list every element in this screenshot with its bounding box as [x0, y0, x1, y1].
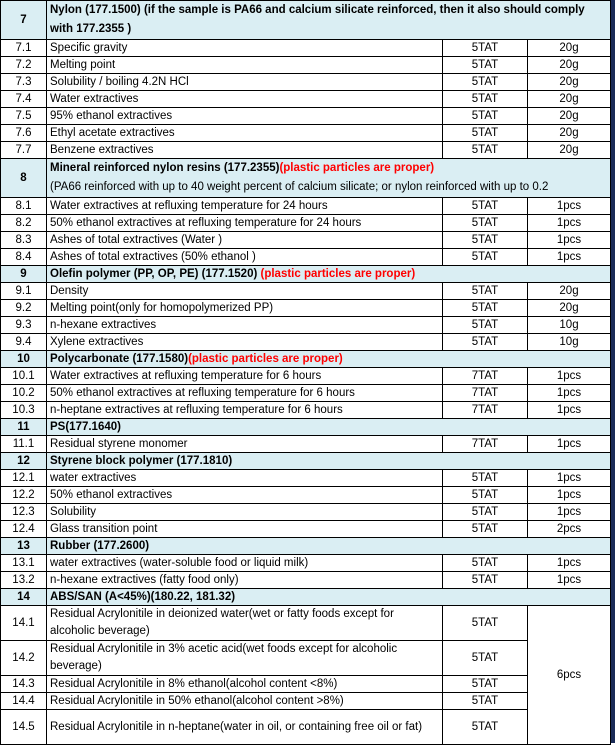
item-quantity: 20g — [528, 108, 611, 125]
item-description: water extractives — [47, 470, 443, 487]
item-row — [1, 74, 611, 91]
item-turnaround: 5TAT — [443, 641, 528, 676]
item-quantity: 20g — [528, 300, 611, 317]
item-row — [1, 232, 611, 249]
item-turnaround: 5TAT — [443, 521, 528, 538]
item-number: 14.3 — [1, 676, 47, 693]
section-row — [1, 589, 611, 606]
item-number: 8.1 — [1, 198, 47, 215]
item-turnaround: 5TAT — [443, 693, 528, 710]
item-row — [1, 91, 611, 108]
item-quantity: 20g — [528, 74, 611, 91]
item-quantity: 1pcs — [528, 504, 611, 521]
item-number: 7.6 — [1, 125, 47, 142]
section-number: 8 — [1, 159, 47, 198]
item-number: 12.1 — [1, 470, 47, 487]
item-quantity: 1pcs — [528, 572, 611, 589]
item-row — [1, 676, 611, 693]
item-number: 10.1 — [1, 368, 47, 385]
item-quantity: 1pcs — [528, 436, 611, 453]
item-turnaround: 5TAT — [443, 232, 528, 249]
item-row — [1, 504, 611, 521]
item-row — [1, 385, 611, 402]
item-turnaround: 5TAT — [443, 215, 528, 232]
item-quantity: 20g — [528, 142, 611, 159]
section-row — [1, 453, 611, 470]
section-note: (plastic particles are proper) — [279, 162, 435, 174]
item-row — [1, 555, 611, 572]
item-row — [1, 108, 611, 125]
item-row — [1, 198, 611, 215]
item-description: 50% ethanol extractives at refluxing temperature for 24 hours — [47, 215, 443, 232]
section-title: Rubber (177.2600) — [50, 540, 150, 552]
item-description: Residual Acrylonitile in 50% ethanol(alcohol content >8%) — [47, 693, 443, 710]
item-description: Solubility / boiling 4.2N HCl — [47, 74, 443, 91]
item-number: 8.2 — [1, 215, 47, 232]
item-row — [1, 249, 611, 266]
item-description: Ethyl acetate extractives — [47, 125, 443, 142]
section-title-cell — [47, 1, 611, 40]
item-description: 50% ethanol extractives at refluxing temperature for 6 hours — [47, 385, 443, 402]
section-title-cell — [47, 538, 611, 555]
item-turnaround: 5TAT — [443, 606, 528, 641]
section-title-cell — [47, 159, 611, 198]
item-turnaround: 5TAT — [443, 74, 528, 91]
item-row — [1, 436, 611, 453]
item-quantity: 1pcs — [528, 402, 611, 419]
item-quantity: 1pcs — [528, 232, 611, 249]
item-turnaround: 5TAT — [443, 142, 528, 159]
item-quantity: 1pcs — [528, 198, 611, 215]
section-note: (plastic particles are proper) — [260, 268, 416, 280]
item-turnaround: 7TAT — [443, 368, 528, 385]
item-description: n-hexane extractives (fatty food only) — [47, 572, 443, 589]
section-title: Nylon (177.1500) (if the sample is PA66 and calcium silicate reinforced, then it also should comply with 177.2355 ) — [50, 4, 585, 35]
item-number: 13.1 — [1, 555, 47, 572]
section-number: 11 — [1, 419, 47, 436]
item-description: Melting point — [47, 57, 443, 74]
item-quantity: 1pcs — [528, 368, 611, 385]
item-quantity: 20g — [528, 91, 611, 108]
item-turnaround: 5TAT — [443, 487, 528, 504]
item-quantity: 6pcs — [528, 606, 611, 745]
item-quantity: 20g — [528, 57, 611, 74]
item-number: 9.2 — [1, 300, 47, 317]
item-number: 7.4 — [1, 91, 47, 108]
item-row — [1, 521, 611, 538]
item-description: Residual Acrylonitile in 3% acetic acid(wet foods except for alcoholic beverage) — [47, 641, 443, 676]
item-description: Ashes of total extractives (50% ethanol ) — [47, 249, 443, 266]
item-quantity: 20g — [528, 40, 611, 57]
item-number: 7.7 — [1, 142, 47, 159]
item-quantity: 1pcs — [528, 385, 611, 402]
item-turnaround: 5TAT — [443, 676, 528, 693]
item-turnaround: 7TAT — [443, 385, 528, 402]
item-row — [1, 125, 611, 142]
section-title-cell — [47, 589, 611, 606]
section-title-cell — [47, 419, 611, 436]
section-row — [1, 419, 611, 436]
section-title: PS(177.1640) — [50, 421, 121, 433]
item-turnaround: 5TAT — [443, 710, 528, 745]
section-row — [1, 538, 611, 555]
item-number: 14.5 — [1, 710, 47, 745]
item-row — [1, 487, 611, 504]
section-title-wrap — [50, 159, 607, 197]
item-description: Residual styrene monomer — [47, 436, 443, 453]
item-turnaround: 5TAT — [443, 283, 528, 300]
item-row — [1, 215, 611, 232]
item-number: 8.3 — [1, 232, 47, 249]
item-turnaround: 5TAT — [443, 125, 528, 142]
item-quantity: 10g — [528, 317, 611, 334]
item-description: Water extractives at refluxing temperature for 24 hours — [47, 198, 443, 215]
item-quantity: 20g — [528, 125, 611, 142]
item-number: 10.3 — [1, 402, 47, 419]
item-description: Density — [47, 283, 443, 300]
item-row — [1, 693, 611, 710]
item-number: 9.4 — [1, 334, 47, 351]
item-turnaround: 5TAT — [443, 57, 528, 74]
section-title: Olefin polymer (PP, OP, PE) (177.1520) — [50, 268, 261, 280]
section-note: (plastic particles are proper) — [188, 353, 343, 365]
item-number: 7.2 — [1, 57, 47, 74]
item-description: water extractives (water-soluble food or liquid milk) — [47, 555, 443, 572]
item-turnaround: 5TAT — [443, 91, 528, 108]
item-row — [1, 283, 611, 300]
item-turnaround: 5TAT — [443, 108, 528, 125]
item-quantity: 20g — [528, 283, 611, 300]
section-row — [1, 266, 611, 283]
item-turnaround: 5TAT — [443, 504, 528, 521]
item-description: Residual Acrylonitile in n-heptane(water in oil, or containing free oil or fat) — [47, 710, 443, 745]
section-title-cell — [47, 266, 611, 283]
item-number: 9.3 — [1, 317, 47, 334]
item-description: Melting point(only for homopolymerized PP) — [47, 300, 443, 317]
item-description: Specific gravity — [47, 40, 443, 57]
item-quantity: 1pcs — [528, 215, 611, 232]
item-row — [1, 710, 611, 745]
section-number: 14 — [1, 589, 47, 606]
section-number: 7 — [1, 1, 47, 40]
item-quantity: 1pcs — [528, 470, 611, 487]
item-number: 7.5 — [1, 108, 47, 125]
item-row — [1, 57, 611, 74]
item-number: 7.1 — [1, 40, 47, 57]
item-quantity: 2pcs — [528, 521, 611, 538]
item-turnaround: 5TAT — [443, 572, 528, 589]
item-description: Water extractives — [47, 91, 443, 108]
item-row — [1, 606, 611, 641]
item-number: 12.4 — [1, 521, 47, 538]
section-title-cell — [47, 351, 611, 368]
item-number: 14.2 — [1, 641, 47, 676]
section-row — [1, 1, 611, 40]
item-number: 12.2 — [1, 487, 47, 504]
item-number: 14.1 — [1, 606, 47, 641]
item-description: n-heptane extractives at refluxing temperature for 6 hours — [47, 402, 443, 419]
item-row — [1, 470, 611, 487]
item-row — [1, 641, 611, 676]
item-number: 11.1 — [1, 436, 47, 453]
item-row — [1, 402, 611, 419]
item-quantity: 1pcs — [528, 555, 611, 572]
item-description: n-hexane extractives — [47, 317, 443, 334]
item-row — [1, 334, 611, 351]
item-number: 12.3 — [1, 504, 47, 521]
section-number: 13 — [1, 538, 47, 555]
item-description: Solubility — [47, 504, 443, 521]
item-row — [1, 142, 611, 159]
item-number: 14.4 — [1, 693, 47, 710]
item-turnaround: 7TAT — [443, 402, 528, 419]
item-number: 7.3 — [1, 74, 47, 91]
item-quantity: 1pcs — [528, 487, 611, 504]
section-number: 10 — [1, 351, 47, 368]
item-row — [1, 572, 611, 589]
item-number: 13.2 — [1, 572, 47, 589]
item-turnaround: 5TAT — [443, 300, 528, 317]
item-turnaround: 5TAT — [443, 555, 528, 572]
item-description: 95% ethanol extractives — [47, 108, 443, 125]
section-title: ABS/SAN (A<45%)(180.22, 181.32) — [50, 591, 236, 603]
item-description: Glass transition point — [47, 521, 443, 538]
section-row — [1, 351, 611, 368]
item-turnaround: 5TAT — [443, 470, 528, 487]
section-title: Mineral reinforced nylon resins (177.2355) — [50, 162, 280, 174]
item-row — [1, 40, 611, 57]
item-description: Water extractives at refluxing temperature for 6 hours — [47, 368, 443, 385]
item-description: Residual Acrylonitile in deionized water(wet or fatty foods except for alcoholic beverage) — [47, 606, 443, 641]
item-turnaround: 5TAT — [443, 249, 528, 266]
section-title-cell — [47, 453, 611, 470]
item-description: Residual Acrylonitile in 8% ethanol(alcohol content <8%) — [47, 676, 443, 693]
item-number: 9.1 — [1, 283, 47, 300]
item-description: 50% ethanol extractives — [47, 487, 443, 504]
item-turnaround: 5TAT — [443, 40, 528, 57]
item-description: Ashes of total extractives (Water ) — [47, 232, 443, 249]
item-description: Benzene extractives — [47, 142, 443, 159]
section-number: 12 — [1, 453, 47, 470]
item-turnaround: 7TAT — [443, 436, 528, 453]
item-row — [1, 317, 611, 334]
item-row — [1, 300, 611, 317]
item-turnaround: 5TAT — [443, 334, 528, 351]
section-subtitle: (PA66 reinforced with up to 40 weight percent of calcium silicate; or nylon reinforced with up to 0.2 — [50, 181, 549, 193]
section-title: Styrene block polymer (177.1810) — [50, 455, 233, 467]
section-number: 9 — [1, 266, 47, 283]
item-number: 8.4 — [1, 249, 47, 266]
item-turnaround: 5TAT — [443, 198, 528, 215]
item-number: 10.2 — [1, 385, 47, 402]
section-title: Polycarbonate (177.1580) — [50, 353, 189, 365]
item-row — [1, 368, 611, 385]
item-quantity: 10g — [528, 334, 611, 351]
section-row — [1, 159, 611, 198]
item-description: Xylene extractives — [47, 334, 443, 351]
item-quantity: 1pcs — [528, 249, 611, 266]
item-turnaround: 5TAT — [443, 317, 528, 334]
